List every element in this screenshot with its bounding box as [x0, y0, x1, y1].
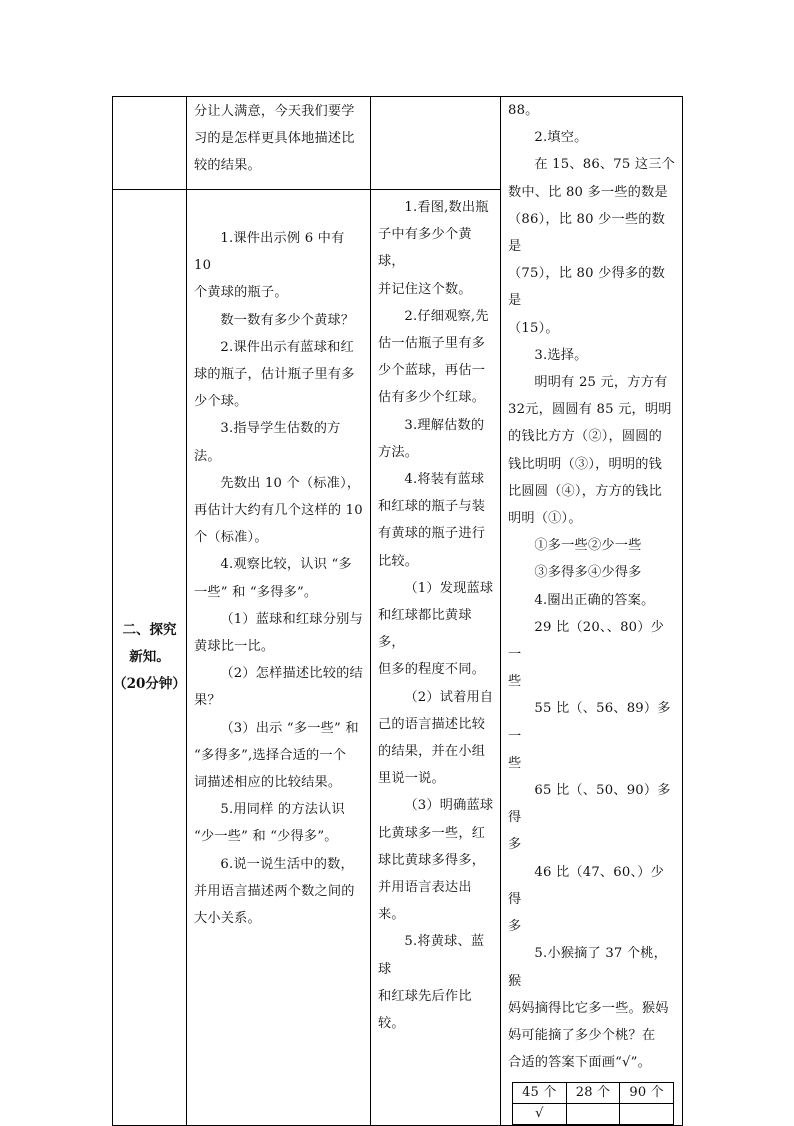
student-activity-cell — [371, 190, 501, 1126]
text-line: （15）。 — [508, 320, 559, 336]
text-line: 3.理解估数的 — [404, 417, 485, 433]
text-line: 妈妈摘得比它多一些。猴妈 — [508, 1000, 669, 1016]
text-line: 少个蓝球，再估一 — [378, 363, 486, 379]
text-line: 个黄球的瓶子。 — [194, 285, 288, 301]
text-line: 4.圈出正确的答案。 — [534, 592, 655, 608]
text-line: （1）蓝球和红球分别与 — [220, 611, 363, 627]
answer-mark-row — [513, 1104, 674, 1125]
text-line: 88。 — [508, 103, 539, 118]
text-line: 4.将装有蓝球 — [404, 472, 485, 488]
text-line: 4.观察比较，认识 “多 — [220, 557, 352, 573]
text-line: 大小关系。 — [194, 911, 261, 927]
text-line: 和红球都比黄球多， — [378, 608, 472, 651]
student-activity-cell-empty — [371, 97, 501, 190]
exercise-cell — [501, 97, 683, 1126]
text-line: 并用语言表达出来。 — [378, 880, 472, 923]
text-line: ①多一些②少一些 — [534, 538, 642, 554]
text-line: 估有多少个红球。 — [378, 390, 486, 406]
text-line: 但多的程度不同。 — [378, 662, 486, 678]
text-line: 合适的答案下面画“√”。 — [508, 1055, 651, 1071]
text-line: 1.看图,数出瓶 — [404, 200, 489, 215]
text-line: 估一估瓶子里有多 — [378, 336, 486, 352]
text-line: （2）试着用自 — [404, 689, 494, 705]
answer-mark: √ — [513, 1104, 567, 1125]
text-line: 数中、比 80 多一些的数是 — [508, 184, 668, 200]
text-line: 的钱比方方（②），圆圆的 — [508, 429, 663, 445]
text-line: 比黄球多一些，红 — [378, 825, 486, 841]
text-line: 比较。 — [378, 553, 419, 569]
text-line: ③多得多④少得多 — [534, 565, 642, 581]
teacher-activity-cell — [187, 97, 371, 190]
text-line: 46 比（47、60、）少得 — [508, 864, 665, 907]
text-line: 多 — [508, 837, 522, 853]
text-line: 并用语言描述两个数之间的 — [194, 883, 355, 899]
text-line: 较的结果。 — [194, 158, 261, 174]
stage-duration: （20分钟） — [113, 676, 186, 693]
text-line: 3.选择。 — [534, 347, 588, 363]
text-line: 2.填空。 — [534, 130, 588, 146]
text-line: 65 比（、50、90）多得 — [508, 783, 671, 826]
text-line: 1.课件出示例 6 中有 10 — [194, 231, 345, 274]
text-line: 的结果，并在小组 — [378, 744, 486, 760]
text-line: （2）怎样描述比较的结 — [220, 666, 363, 682]
text-line: 词描述相应的比较结果。 — [194, 775, 342, 791]
answer-header-row — [513, 1083, 674, 1104]
text-line: 妈可能摘了多少个桃？在 — [508, 1027, 656, 1043]
lesson-plan-table — [112, 96, 683, 1126]
stage-title: 二、探究 — [122, 622, 177, 639]
text-line: 多 — [508, 919, 522, 935]
text-line: 和红球先后作比较。 — [378, 988, 472, 1032]
text-line: （1）发现蓝球 — [404, 580, 494, 596]
stage-label — [113, 190, 187, 1126]
answer-option: 90 个 — [620, 1083, 674, 1104]
text-line: 个（标准）。 — [194, 530, 268, 546]
text-line: 些 — [508, 674, 522, 690]
text-line: 有黄球的瓶子进行 — [378, 526, 486, 542]
text-line: 球的瓶子，估计瓶子里有多 — [194, 367, 355, 383]
text-line: 5.将黄球、蓝球 — [378, 934, 485, 977]
text-line: （3）出示 “多一些” 和 — [220, 720, 359, 736]
text-line: 3.指导学生估数的方法。 — [194, 421, 341, 464]
answer-table — [512, 1082, 674, 1125]
text-line: 习的是怎样更具体地描述比 — [194, 131, 355, 147]
stage-cell-empty — [113, 97, 187, 190]
text-line: （75），比 80 少得多的数是 — [508, 266, 666, 309]
text-line: 29 比（20、、80）少一 — [508, 619, 665, 663]
text-line: 5.用同样 的方法认识 — [220, 802, 345, 818]
text-line: 钱比明明（③），明明的钱 — [508, 456, 663, 472]
text-line: 先数出 10 个（标准）， — [220, 475, 361, 491]
text-line: 在 15、86、75 这三个 — [534, 157, 676, 173]
table-row — [113, 97, 683, 190]
text-line: 球比黄球多得多， — [378, 852, 486, 868]
text-line: 明明有 25 元，方方有 — [534, 375, 668, 391]
text-line: 里说一说。 — [378, 771, 445, 787]
text-line: 比圆圆（④），方方的钱比 — [508, 483, 663, 499]
text-line: 和红球的瓶子与装 — [378, 499, 486, 515]
text-line: 2.课件出示有蓝球和红 — [220, 339, 354, 355]
text-line: 再估计大约有几个这样的 10 — [194, 503, 363, 519]
answer-option: 28 个 — [566, 1083, 620, 1104]
text-line: 方法。 — [378, 444, 419, 460]
teacher-activity-cell — [187, 190, 371, 1126]
text-line: 黄球比一比。 — [194, 639, 275, 655]
text-line: 5.小猴摘了 37 个桃，猴 — [508, 946, 668, 989]
text-line: “多得多”,选择合适的一个 — [194, 747, 347, 763]
text-line: （3）明确蓝球 — [404, 798, 494, 814]
text-line: 数一数有多少个黄球？ — [220, 312, 355, 328]
text-line: 子中有多少个黄球， — [378, 227, 472, 270]
text-line: 果？ — [194, 693, 221, 709]
text-line: 32元，圆圆有 85 元，明明 — [508, 402, 672, 418]
text-line: 明明（①）。 — [508, 511, 582, 527]
text-line: 些 — [508, 755, 522, 771]
text-line: 己的语言描述比较 — [378, 716, 486, 732]
text-line: 并记住这个数。 — [378, 281, 472, 297]
answer-option: 45 个 — [513, 1083, 567, 1104]
answer-mark — [620, 1104, 674, 1125]
stage-title: 新知。 — [129, 649, 170, 666]
text-line: 55 比（、56、89）多一 — [508, 701, 671, 744]
text-line: 分让人满意，今天我们要学 — [194, 104, 355, 119]
text-line: （86），比 80 少一些的数是 — [508, 211, 666, 255]
answer-mark — [566, 1104, 620, 1125]
text-line: 少个球。 — [194, 394, 248, 410]
text-line: “少一些” 和 “少得多”。 — [194, 829, 338, 845]
text-line: 一些” 和 “多得多”。 — [194, 584, 318, 600]
text-line: 6.说一说生活中的数， — [220, 856, 354, 872]
text-line: 2.仔细观察,先 — [404, 308, 489, 324]
